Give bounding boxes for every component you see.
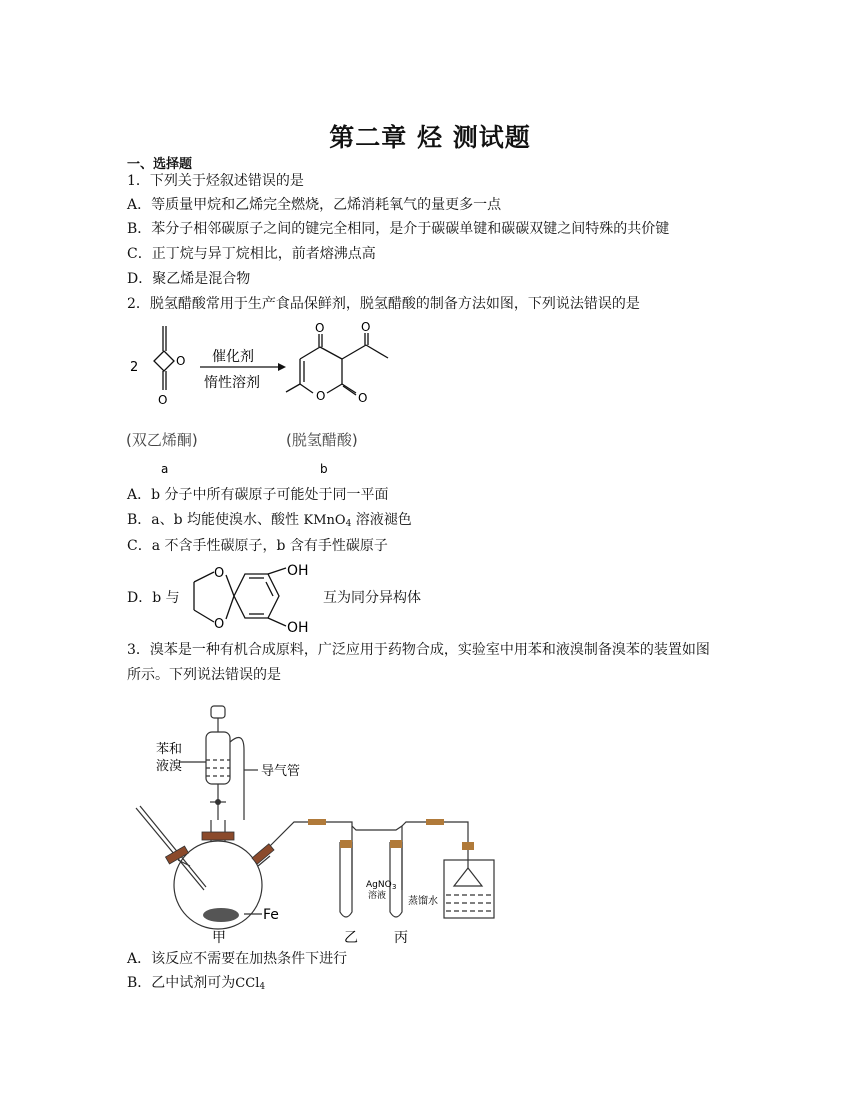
q1-stem: 1．下列关于烃叙述错误的是 bbox=[127, 173, 304, 189]
page-title: 第二章 烃 测试题 bbox=[329, 123, 531, 152]
label-silver-nitrate: AgNO bbox=[366, 880, 392, 890]
q3-option-b bbox=[127, 974, 265, 996]
q2-option-b bbox=[127, 511, 412, 533]
hydroxyl-top: OH bbox=[287, 563, 309, 579]
q2-option-d: D．b 与 bbox=[127, 590, 180, 606]
ccl4-subscript: 4 bbox=[259, 982, 266, 992]
label-compound-a: a bbox=[161, 462, 169, 476]
dioxane-oxygen-bottom: O bbox=[214, 617, 225, 632]
dioxane-oxygen-top: O bbox=[214, 566, 225, 581]
name-compound-b: (脱氢醋酸) bbox=[286, 431, 358, 449]
label-compound-b: b bbox=[320, 462, 328, 476]
label-iron: Fe bbox=[263, 907, 279, 923]
kmno4-formula: KMnO bbox=[303, 513, 346, 528]
name-compound-a: (双乙烯酮) bbox=[126, 431, 198, 449]
section-heading: 一、选择题 bbox=[127, 157, 193, 172]
q3-option-b-text: B．乙中试剂可为 bbox=[127, 975, 236, 991]
label-tube-yi: 乙 bbox=[344, 930, 358, 946]
reaction-scheme bbox=[120, 318, 420, 480]
diketene-structure bbox=[154, 326, 174, 390]
ccl4-formula: CCl bbox=[235, 976, 260, 991]
hydroxyl-bottom: OH bbox=[287, 620, 309, 636]
q2-option-a: A．b 分子中所有碳原子可能处于同一平面 bbox=[127, 487, 389, 503]
label-reagent-line2: 液溴 bbox=[156, 759, 183, 774]
dehydroacetic-acid-structure bbox=[286, 333, 388, 395]
q2-option-d-tail: 互为同分异构体 bbox=[323, 590, 421, 606]
diketene-ring-oxygen: O bbox=[176, 354, 186, 368]
label-solution: 溶液 bbox=[368, 891, 387, 901]
diketene-carbonyl-oxygen: O bbox=[158, 393, 168, 407]
q2-option-b-tail: 溶液褪色 bbox=[351, 512, 412, 528]
scheme-coefficient: 2 bbox=[130, 360, 139, 375]
label-tube-bing: 丙 bbox=[394, 930, 408, 946]
q1-option-b: B．苯分子相邻碳原子之间的键完全相同，是介于碳碳单键和碳碳双键之间特殊的共价键 bbox=[127, 221, 670, 237]
b-oxygen-ketone: O bbox=[315, 321, 325, 335]
q1-option-a: A．等质量甲烷和乙烯完全燃烧，乙烯消耗氧气的量更多一点 bbox=[127, 197, 502, 213]
label-gas-tube: 导气管 bbox=[261, 764, 301, 779]
q3-stem-line2: 所示。下列说法错误的是 bbox=[127, 667, 281, 683]
q2-option-c: C．a 不含手性碳原子，b 含有手性碳原子 bbox=[127, 538, 388, 554]
catalyst-label: 催化剂 bbox=[212, 349, 254, 365]
b-oxygen-ring: O bbox=[316, 389, 326, 403]
label-reagent-line1: 苯和 bbox=[156, 742, 183, 757]
q2-option-b-text: B．a、b 均能使溴水、酸性 bbox=[127, 512, 304, 528]
q1-option-d: D．聚乙烯是混合物 bbox=[127, 271, 251, 287]
label-flask-jia: 甲 bbox=[212, 930, 226, 946]
q3-option-a: A．该反应不需要在加热条件下进行 bbox=[127, 951, 348, 967]
q2-stem: 2．脱氢醋酸常用于生产食品保鲜剂，脱氢醋酸的制备方法如图，下列说法错误的是 bbox=[127, 296, 640, 312]
b-oxygen-acetyl: O bbox=[361, 320, 371, 334]
benzodioxane-diol-structure bbox=[174, 560, 324, 636]
solvent-label: 惰性溶剂 bbox=[204, 375, 260, 391]
label-distilled-water: 蒸馏水 bbox=[408, 896, 438, 907]
apparatus-diagram bbox=[126, 690, 506, 946]
b-oxygen-lactone: O bbox=[358, 391, 368, 405]
kmno4-subscript: 4 bbox=[345, 519, 352, 529]
label-silver-nitrate-subscript: 3 bbox=[392, 883, 397, 891]
q3-stem-line1: 3．溴苯是一种有机合成原料，广泛应用于药物合成，实验室中用苯和液溴制备溴苯的装置如图 bbox=[127, 642, 710, 658]
q1-option-c: C．正丁烷与异丁烷相比，前者熔沸点高 bbox=[127, 246, 376, 262]
